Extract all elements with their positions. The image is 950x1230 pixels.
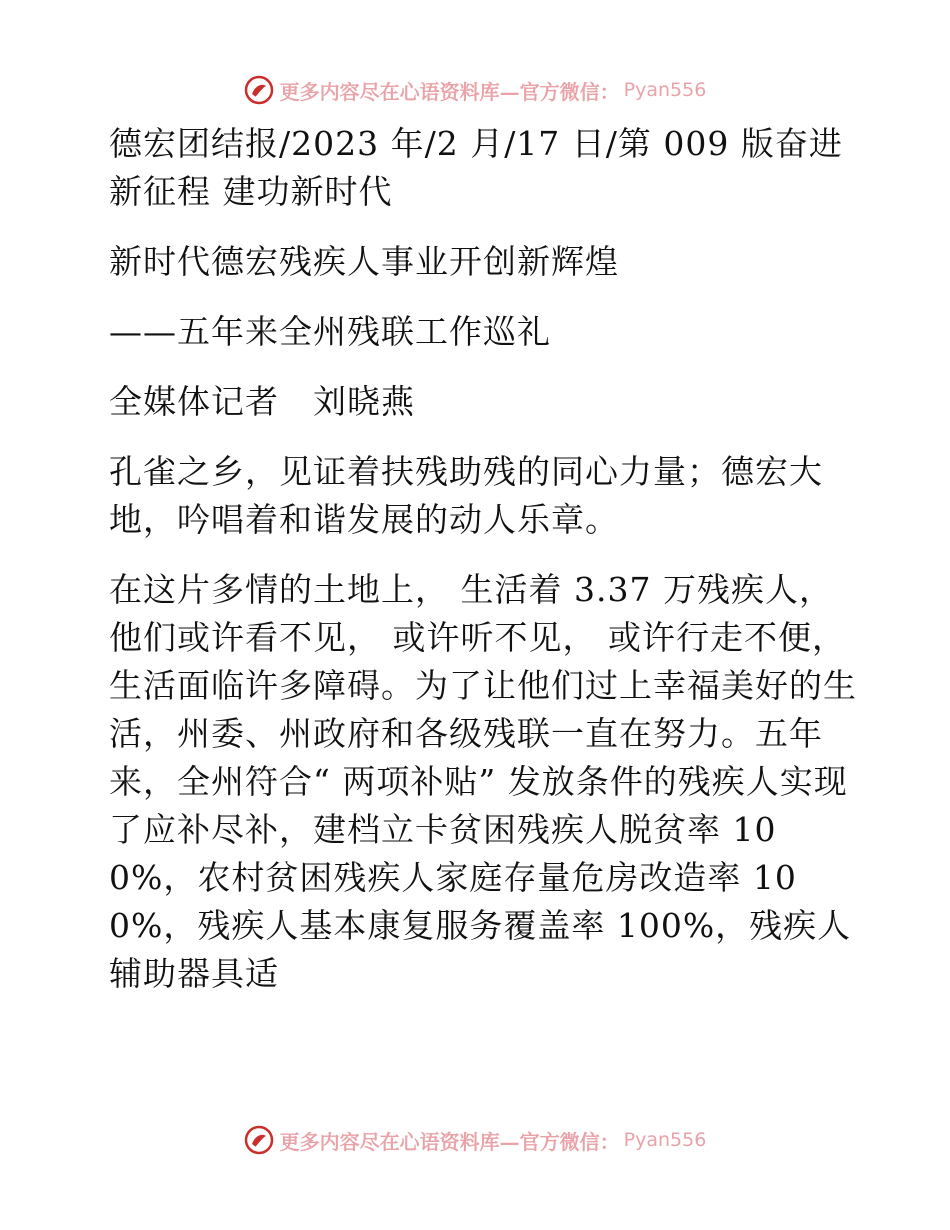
watermark-handle: Pyan556 [623, 79, 707, 101]
article-title: 新时代德宏残疾人事业开创新辉煌 [109, 242, 619, 281]
article-byline: 全媒体记者 刘晓燕 [109, 382, 415, 421]
brand-logo-icon [244, 1125, 274, 1155]
article-paragraph: 孔雀之乡，见证着扶残助残的同心力量；德宏大地，吟唱着和谐发展的动人乐章。 [109, 452, 823, 539]
article-paragraph: 在这片多情的土地上， 生活着 3.37 万残疾人，他们或许看不见， 或许听不见， 或许行走不便，生活面临许多障碍。为了让他们过上幸福美好的生活，州委、州政府和各级残联一直在努力。五年来，全州符合“ 两项补贴” 发放条件的残疾人实现了应补尽补，建档立卡贫困残疾人脱贫率 100%，农村贫困残疾人家庭存量危房改造率 100%，残疾人基本康复服务覆盖率 100%，残疾人辅助器具适 [109, 570, 857, 993]
watermark-banner-bottom [0, 1120, 950, 1160]
watermark-handle: Pyan556 [623, 1129, 707, 1151]
watermark-text: 更多内容尽在心语资料库—官方微信： [279, 79, 620, 104]
watermark-banner-top [0, 70, 950, 110]
article-header: 德宏团结报/2023 年/2 月/17 日/第 009 版奋进新征程 建功新时代 [109, 124, 843, 211]
watermark-text: 更多内容尽在心语资料库—官方微信： [279, 1129, 620, 1154]
article-body [97, 120, 857, 1026]
article-subtitle: ——五年来全州残联工作巡礼 [109, 312, 551, 351]
brand-logo-icon [244, 75, 274, 105]
